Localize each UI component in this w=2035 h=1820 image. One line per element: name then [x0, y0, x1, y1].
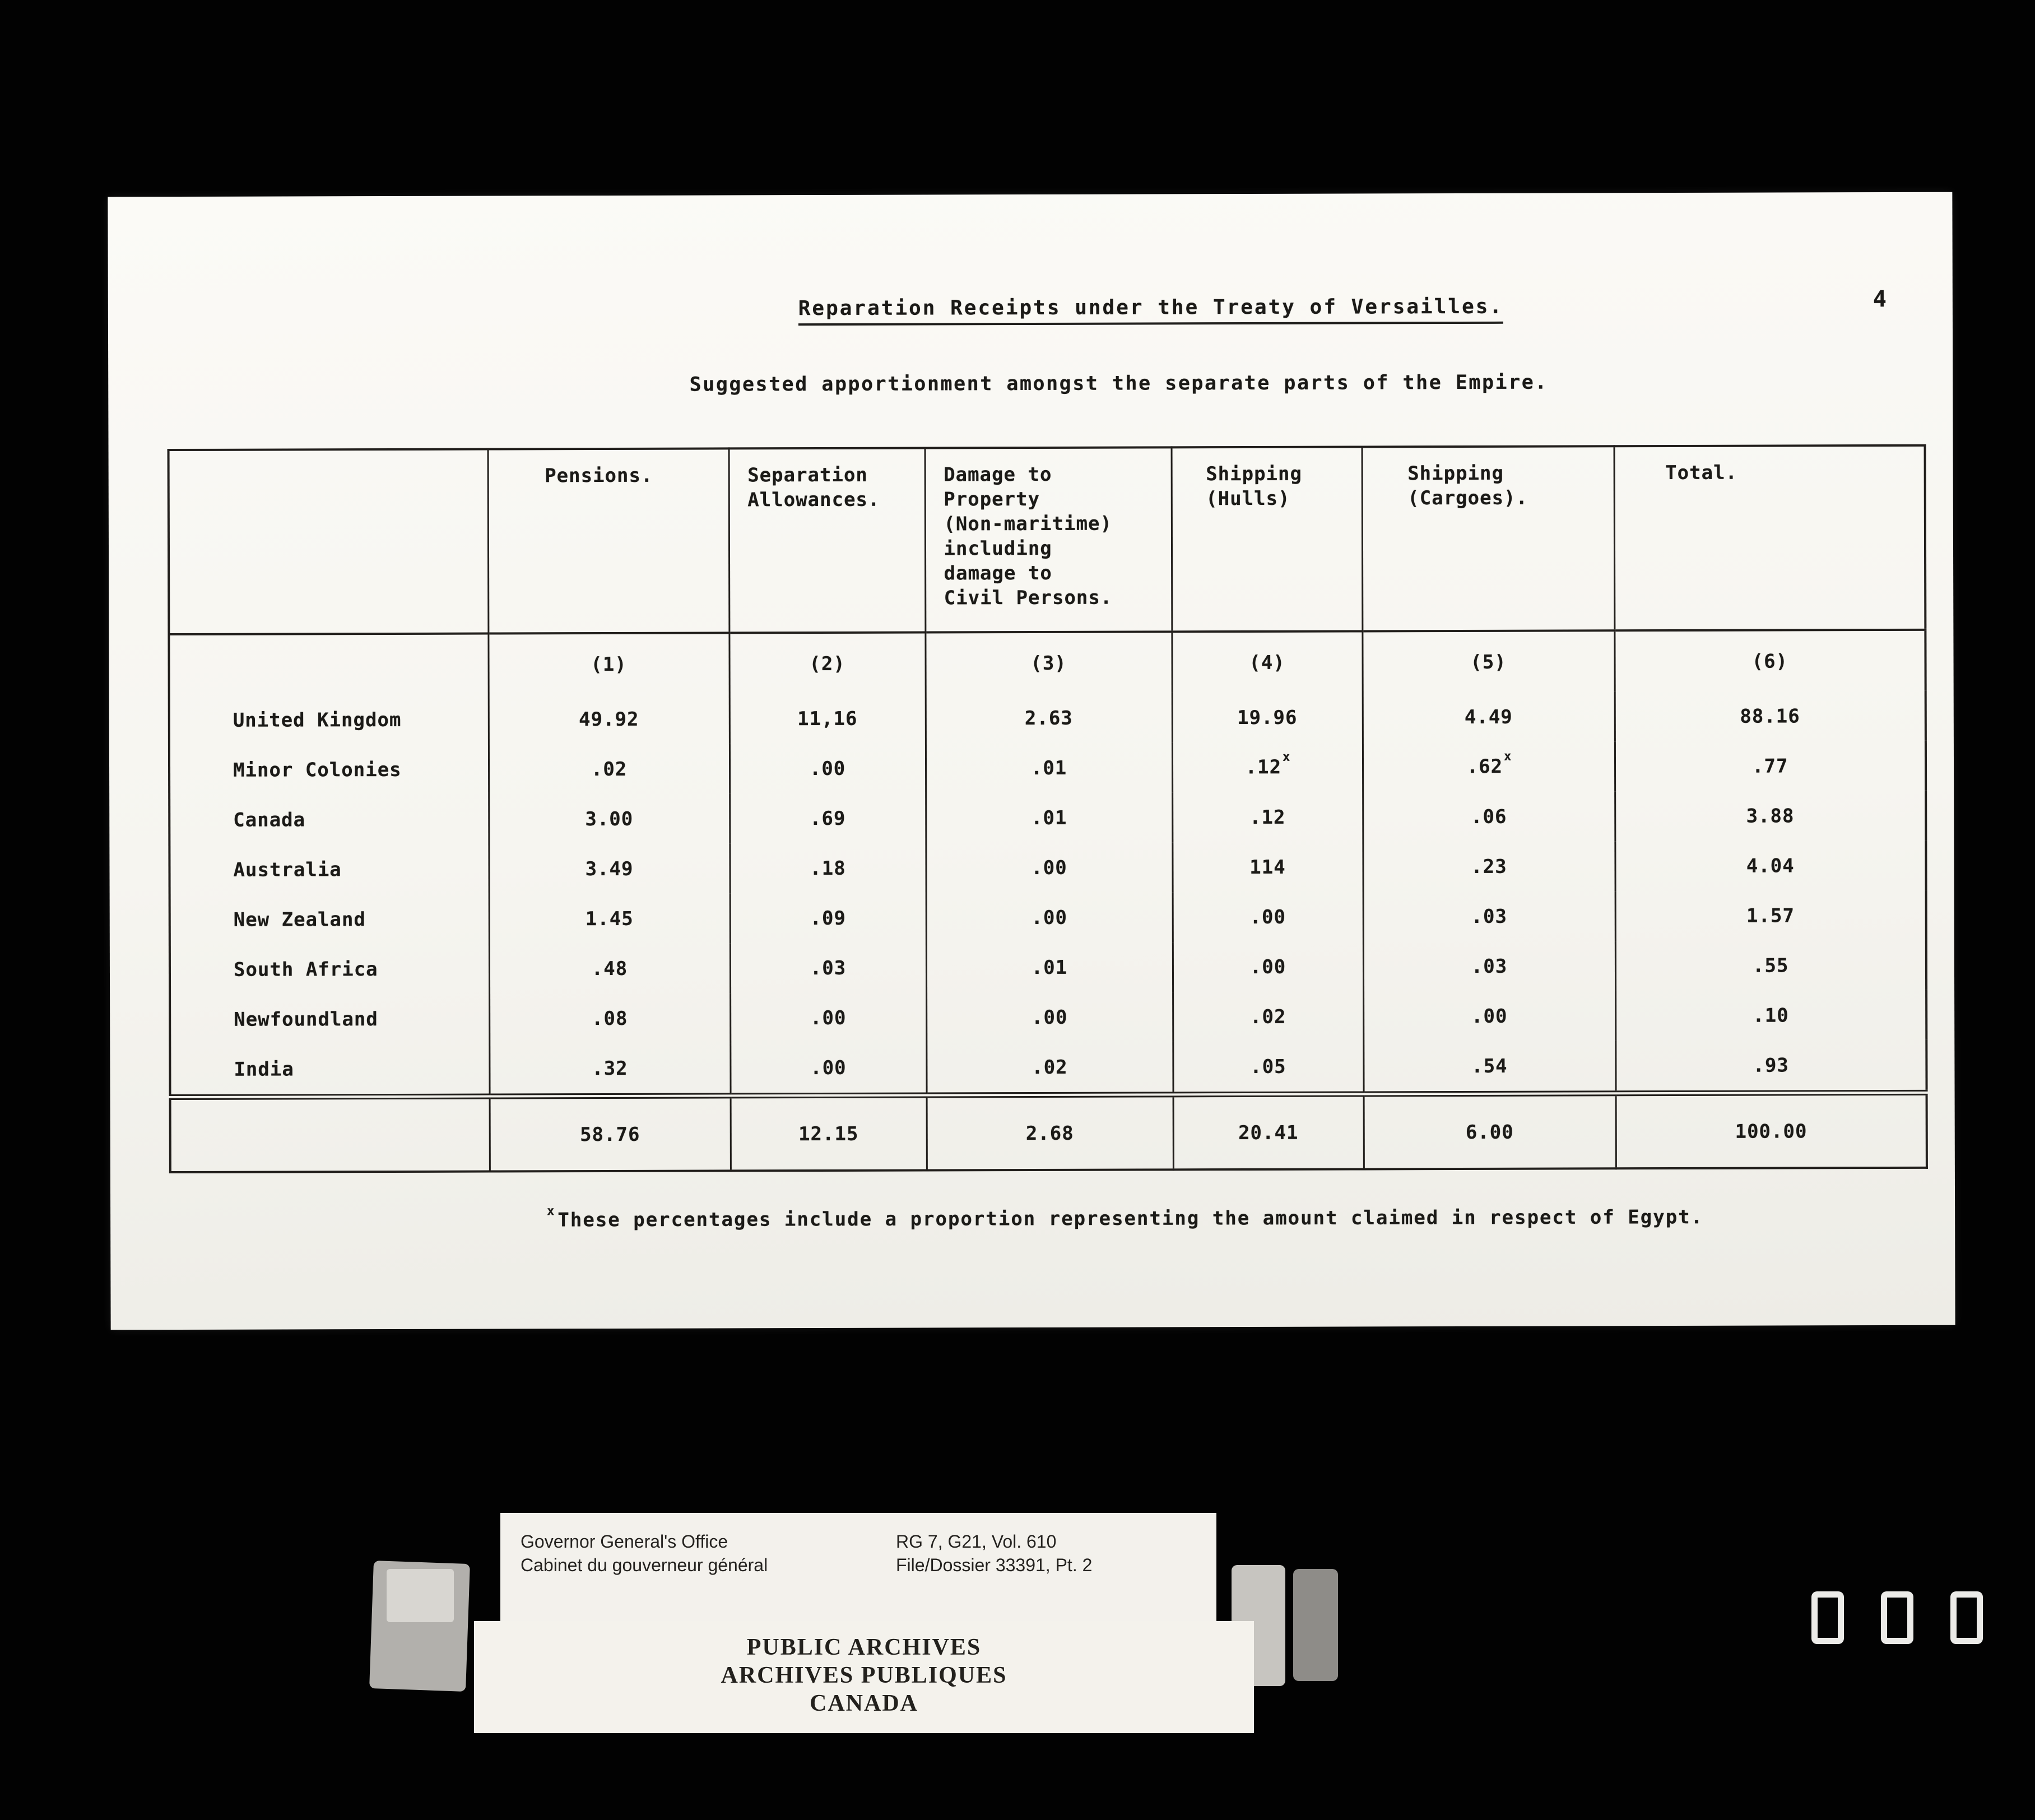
cell-empty — [169, 634, 488, 695]
total-cell: 58.76 — [490, 1095, 731, 1171]
row-label: New Zealand — [233, 908, 366, 931]
column-number: (5) — [1362, 630, 1614, 692]
cell: .00 — [1173, 892, 1363, 942]
cell: .05 — [1173, 1041, 1363, 1094]
archives-line-fr: ARCHIVES PUBLIQUES — [721, 1663, 1007, 1688]
column-number: (6) — [1614, 630, 1925, 691]
cell: .00 — [926, 842, 1172, 893]
table-row-united-kingdom — [169, 691, 1926, 745]
archive-office — [521, 1530, 857, 1621]
row-label: Canada — [233, 808, 306, 832]
total-cell: 2.68 — [927, 1094, 1173, 1170]
cell: .55 — [1615, 940, 1926, 991]
cell: .01 — [926, 792, 1172, 843]
archive-reference-label — [500, 1513, 1216, 1621]
cell: .12$^x$ — [1172, 742, 1363, 792]
row-label: Australia — [233, 858, 342, 881]
row-label: Minor Colonies — [233, 758, 402, 782]
cell: .12 — [1172, 792, 1363, 842]
cell: 1.45 — [489, 893, 730, 944]
header-row — [169, 445, 1926, 634]
film-artifact — [387, 1569, 454, 1622]
table-row-australia — [169, 841, 1926, 895]
row-label: United Kingdom — [233, 708, 402, 732]
cell: .06 — [1363, 791, 1615, 842]
apportionment-table — [168, 444, 1928, 1173]
total-cell: 20.41 — [1173, 1094, 1364, 1169]
cell: .48 — [489, 943, 730, 993]
cell: .62$^x$ — [1363, 741, 1615, 792]
film-artifact — [1293, 1569, 1338, 1681]
footnote — [110, 1205, 1955, 1233]
cell: .23 — [1363, 841, 1615, 892]
cell: .10 — [1615, 990, 1926, 1041]
archives-line-en: PUBLIC ARCHIVES — [746, 1635, 982, 1660]
title-row — [108, 294, 1953, 328]
column-number: (1) — [488, 633, 729, 694]
table-row-canada — [169, 791, 1926, 845]
cell: 88.16 — [1615, 691, 1926, 741]
row-label: South Africa — [233, 958, 378, 981]
cell: 4.49 — [1363, 691, 1615, 742]
office-name-fr: Cabinet du gouverneur général — [521, 1555, 768, 1575]
header-shipping-hulls: Shipping (Hulls) — [1172, 447, 1363, 632]
column-number-row — [169, 630, 1925, 695]
archive-reference — [896, 1530, 1092, 1621]
document-subtitle: Suggested apportionment amongst the separate parts of the Empire. — [689, 371, 1548, 396]
cell: 3.00 — [489, 793, 730, 844]
cell: .54 — [1363, 1041, 1615, 1094]
cell-empty — [170, 1097, 490, 1172]
header-total: Total. — [1614, 445, 1926, 630]
cell: 4.04 — [1615, 841, 1926, 891]
cell: .00 — [926, 992, 1173, 1042]
footnote-marker: x — [1283, 750, 1291, 765]
table-row-minor-colonies — [169, 741, 1926, 795]
office-name-en: Governor General's Office — [521, 1531, 728, 1552]
footnote-marker: x — [547, 1204, 556, 1219]
footnote-text: These percentages include a proportion representing the amount claimed in respect of Egypt. — [557, 1206, 1704, 1232]
cell: .03 — [730, 942, 926, 993]
cell: .77 — [1615, 741, 1926, 791]
cell: .09 — [730, 893, 926, 943]
film-frame-counter — [1811, 1591, 1983, 1644]
cell: 3.88 — [1615, 791, 1926, 841]
table-row-india — [170, 1040, 1926, 1097]
footnote-marker: x — [1504, 750, 1512, 764]
total-cell: 100.00 — [1616, 1093, 1927, 1168]
header-pensions: Pensions. — [488, 448, 730, 633]
total-cell: 12.15 — [731, 1095, 927, 1171]
cell: .00 — [1363, 991, 1615, 1041]
column-number: (4) — [1172, 631, 1362, 693]
header-separation-allowances: Separation Allowances. — [729, 448, 926, 633]
archives-line-country: CANADA — [810, 1691, 918, 1716]
cell: .00 — [926, 892, 1173, 942]
cell: .02 — [1173, 991, 1363, 1042]
cell: .00 — [730, 1042, 926, 1095]
counter-digit — [1881, 1591, 1913, 1644]
cell: .01 — [926, 742, 1172, 793]
cell: .18 — [730, 843, 926, 893]
cell: .03 — [1363, 891, 1615, 941]
cell: 19.96 — [1172, 692, 1363, 742]
cell: 3.49 — [489, 843, 730, 894]
table-row-new-zealand — [170, 890, 1926, 945]
row-label: India — [234, 1057, 294, 1081]
table-row-south-africa — [170, 940, 1926, 995]
table-row-newfoundland — [170, 990, 1926, 1044]
counter-digit — [1811, 1591, 1844, 1644]
cell: .08 — [489, 993, 730, 1043]
cell: .69 — [730, 793, 926, 843]
cell: 1.57 — [1615, 890, 1926, 941]
cell: .01 — [926, 942, 1173, 992]
header-shipping-cargoes: Shipping (Cargoes). — [1362, 446, 1615, 631]
cell: .00 — [730, 992, 926, 1043]
column-number: (2) — [729, 632, 925, 694]
cell: .03 — [1363, 941, 1615, 991]
cell: .00 — [730, 743, 926, 793]
cell: 11,16 — [730, 693, 926, 744]
record-group-line: RG 7, G21, Vol. 610 — [896, 1531, 1057, 1552]
file-dossier-line: File/Dossier 33391, Pt. 2 — [896, 1555, 1093, 1575]
total-cell: 6.00 — [1364, 1093, 1616, 1169]
cell: .02 — [489, 744, 730, 794]
counter-digit — [1950, 1591, 1983, 1644]
cell: 2.63 — [926, 693, 1172, 743]
document-title: Reparation Receipts under the Treaty of Versailles. — [798, 295, 1504, 326]
cell: 114 — [1172, 842, 1363, 892]
header-empty — [169, 449, 489, 634]
header-damage-to-property: Damage to Property (Non-maritime) including damage to Civil Persons. — [925, 447, 1172, 632]
cell: .93 — [1615, 1040, 1926, 1093]
page-number: 4 — [1873, 286, 1888, 313]
cell: .32 — [489, 1043, 730, 1096]
public-archives-stamp — [474, 1621, 1254, 1733]
column-number: (3) — [925, 632, 1172, 693]
cell: .02 — [926, 1042, 1173, 1095]
row-label: Newfoundland — [234, 1007, 378, 1031]
cell: .00 — [1173, 941, 1363, 992]
cell: 49.92 — [489, 694, 730, 744]
totals-row — [170, 1093, 1927, 1172]
document-page — [108, 192, 1955, 1330]
